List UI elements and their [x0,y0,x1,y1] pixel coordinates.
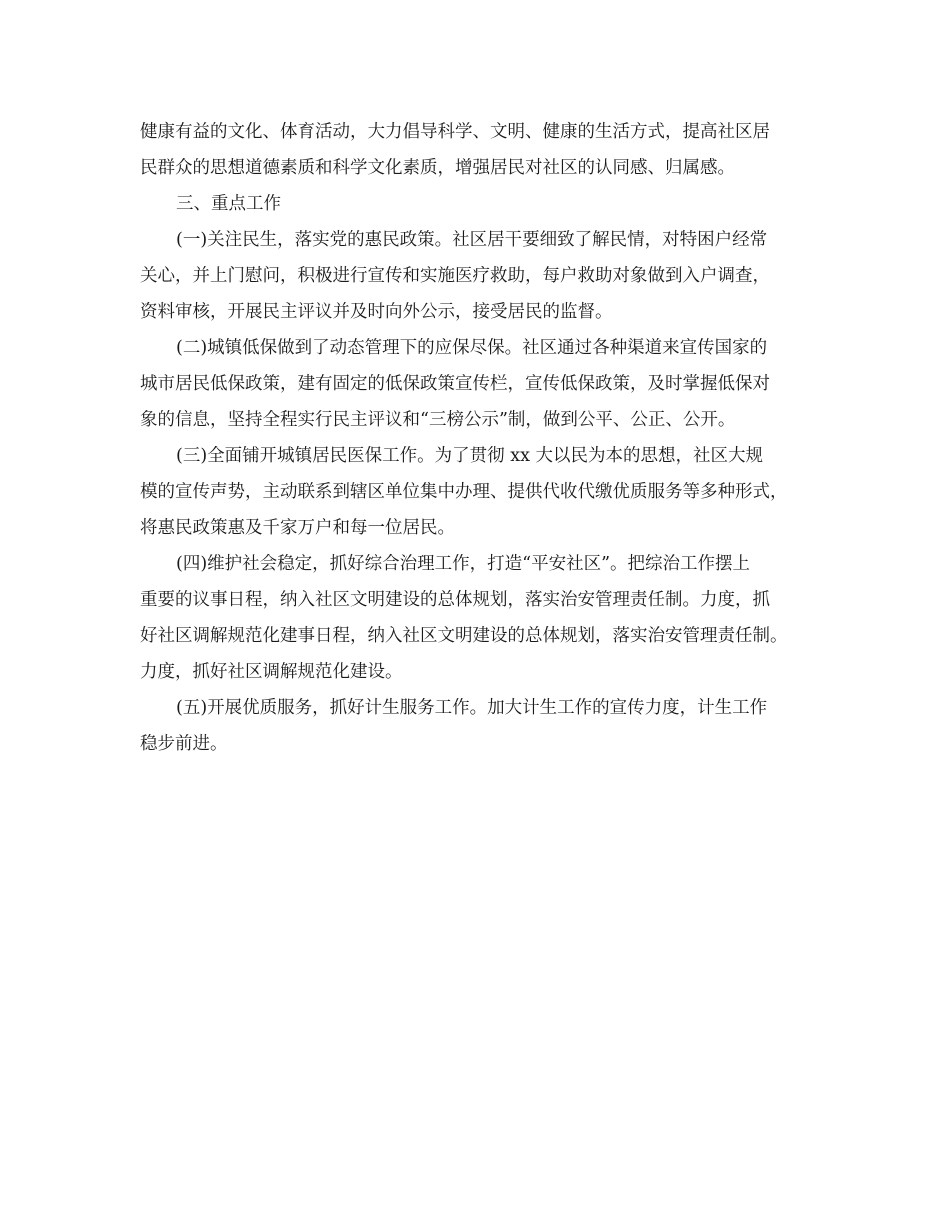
text-line: 力度，抓好社区调解规范化建设。 [140,662,403,682]
text-line: 将惠民政策惠及千家万户和每一位居民。 [140,518,455,538]
text-line: (四)维护社会稳定，抓好综合治理工作，打造“平安社区”。把综治工作摆上 [176,554,751,574]
text-line: 资料审核，开展民主评议并及时向外公示，接受居民的监督。 [140,302,613,322]
text-line: (三)全面铺开城镇居民医保工作。为了贯彻 xx 大以民为本的思想，社区大规 [176,446,764,466]
section-heading [140,186,830,222]
paragraph-item-5 [140,690,830,762]
document-body [140,114,830,762]
paragraph-item-3 [140,438,830,546]
text-line: 关心，并上门慰问，积极进行宣传和实施医疗救助，每户救助对象做到入户调查， [140,266,770,286]
text-line: (二)城镇低保做到了动态管理下的应保尽保。社区通过各种渠道来宣传国家的 [176,338,768,358]
text-line: 民群众的思想道德素质和科学文化素质，增强居民对社区的认同感、归属感。 [140,158,735,178]
text-line: 城市居民低保政策，建有固定的低保政策宣传栏，宣传低保政策，及时掌握低保对 [140,374,770,394]
text-line: 模的宣传声势，主动联系到辖区单位集中办理、提供代收代缴优质服务等多种形式， [140,482,788,502]
text-line: 好社区调解规范化建事日程，纳入社区文明建设的总体规划，落实治安管理责任制。 [140,626,788,646]
text-line: (五)开展优质服务，抓好计生服务工作。加大计生工作的宣传力度，计生工作 [176,698,768,718]
text-line: 稳步前进。 [140,734,228,754]
heading-text: 三、重点工作 [176,194,281,214]
paragraph-intro-continued [140,114,830,186]
paragraph-item-1 [140,222,830,330]
text-line: (一)关注民生，落实党的惠民政策。社区居干要细致了解民情，对特困户经常 [176,230,768,250]
text-line: 重要的议事日程，纳入社区文明建设的总体规划，落实治安管理责任制。力度，抓 [140,590,770,610]
text-line: 象的信息，坚持全程实行民主评议和“三榜公示”制，做到公平、公正、公开。 [140,410,736,430]
paragraph-item-4 [140,546,830,690]
text-line: 健康有益的文化、体育活动，大力倡导科学、文明、健康的生活方式，提高社区居 [140,122,770,142]
paragraph-item-2 [140,330,830,438]
